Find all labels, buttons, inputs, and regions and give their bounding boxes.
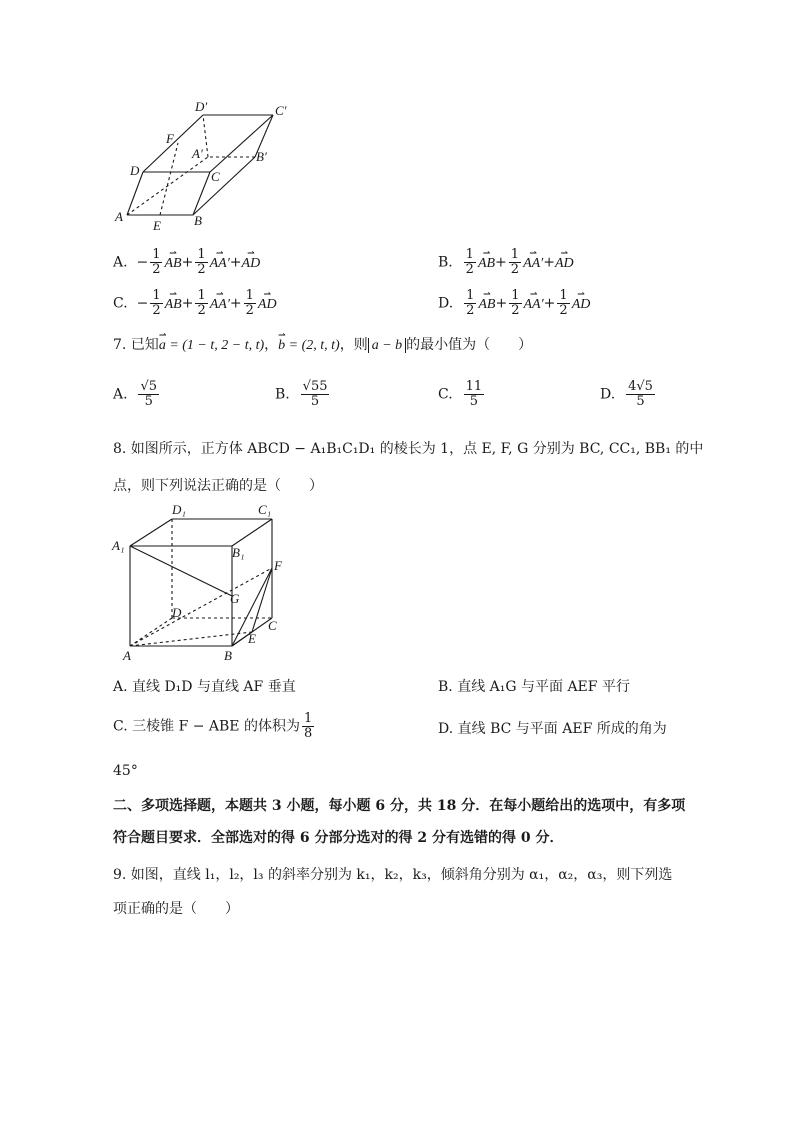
label-D: D — [130, 163, 140, 178]
q7-option-d[interactable]: D. $\frac{4√5}{5}$ — [600, 379, 653, 409]
q7-question: 7. 已知⇀ a = (1 − t, 2 − t, t)，⇀ b = (2, t, t)，则 a − b 的最小值为（ ） — [113, 336, 532, 355]
section2-heading-line2: 符合题目要求．全部选对的得 6 分部分选对的得 2 分有选错的得 0 分． — [113, 830, 564, 846]
q6-option-c[interactable]: C. − $\frac{1}{2}$ ⇀ AB+ $\frac{1}{2}$ ⇀ AA′+ $\frac{1}{2}$ ⇀ AD — [113, 289, 277, 318]
q9-question-line2: 项正确的是（ ） — [113, 901, 239, 917]
label-G: G — [230, 591, 240, 606]
q7-option-c[interactable]: C. $\frac{11}{5}$ — [438, 379, 483, 409]
label-B: B — [194, 213, 202, 228]
q7-option-a[interactable]: A. $\frac{√5}{5}$ — [113, 379, 158, 409]
q8-option-d[interactable]: D. 直线 BC 与平面 AEF 所成的角为 — [438, 721, 667, 737]
label-E: E — [153, 218, 161, 233]
label-B-prime: B′ — [256, 149, 267, 164]
label-B: B — [224, 648, 232, 663]
q7-option-b[interactable]: B. $\frac{√55}{5}$ — [275, 379, 328, 409]
label-A1: A₁ — [112, 538, 125, 553]
parallelepiped-figure — [110, 95, 300, 235]
label-C: C — [268, 618, 277, 633]
label-C1: C₁ — [258, 502, 272, 517]
q8-option-a[interactable]: A. 直线 D₁D 与直线 AF 垂直 — [113, 679, 296, 695]
label-A: A — [123, 648, 131, 663]
q8-option-b[interactable]: B. 直线 A₁G 与平面 AEF 平行 — [438, 679, 630, 695]
q6-option-b[interactable]: B. $\frac{1}{2}$ ⇀ AB+ $\frac{1}{2}$ ⇀ AA′+⇀ AD — [438, 248, 574, 277]
label-F: F — [166, 131, 174, 146]
q8-option-c[interactable]: C. 三棱锥 F − ABE 的体积为 $\frac{1}{8}$ — [113, 711, 313, 741]
label-B1: B₁ — [232, 545, 245, 560]
q8-option-d-continued: 45° — [113, 763, 138, 779]
label-A: A — [115, 209, 123, 224]
label-E: E — [248, 631, 256, 646]
label-A-prime: A′ — [192, 146, 203, 161]
q9-question-line1: 9. 如图，直线 l₁，l₂，l₃ 的斜率分别为 k₁，k₂，k₃，倾斜角分别为 α₁，α₂，α₃，则下列选 — [113, 867, 673, 883]
q6-option-d[interactable]: D. $\frac{1}{2}$ ⇀ AB+ $\frac{1}{2}$ ⇀ AA′+ $\frac{1}{2}$ ⇀ AD — [438, 289, 590, 318]
label-C: C — [211, 169, 220, 184]
label-C-prime: C′ — [275, 103, 287, 118]
q6-option-a[interactable]: A. − $\frac{1}{2}$ ⇀ AB+ $\frac{1}{2}$ ⇀ AA′+⇀ AD — [113, 248, 260, 277]
cube-figure — [108, 500, 298, 665]
q8-question-line2: 点，则下列说法正确的是（ ） — [113, 478, 323, 494]
section2-heading-line1: 二、多项选择题，本题共 3 小题，每小题 6 分，共 18 分．在每小题给出的选项中，有多项 — [113, 798, 686, 814]
label-F: F — [274, 558, 282, 573]
q8-question-line1: 8. 如图所示，正方体 ABCD − A₁B₁C₁D₁ 的棱长为 1，点 E, F, G 分别为 BC, CC₁, BB₁ 的中 — [113, 441, 704, 457]
label-D-prime: D′ — [195, 99, 208, 114]
label-D: D — [172, 605, 182, 620]
label-D1: D₁ — [172, 502, 186, 517]
